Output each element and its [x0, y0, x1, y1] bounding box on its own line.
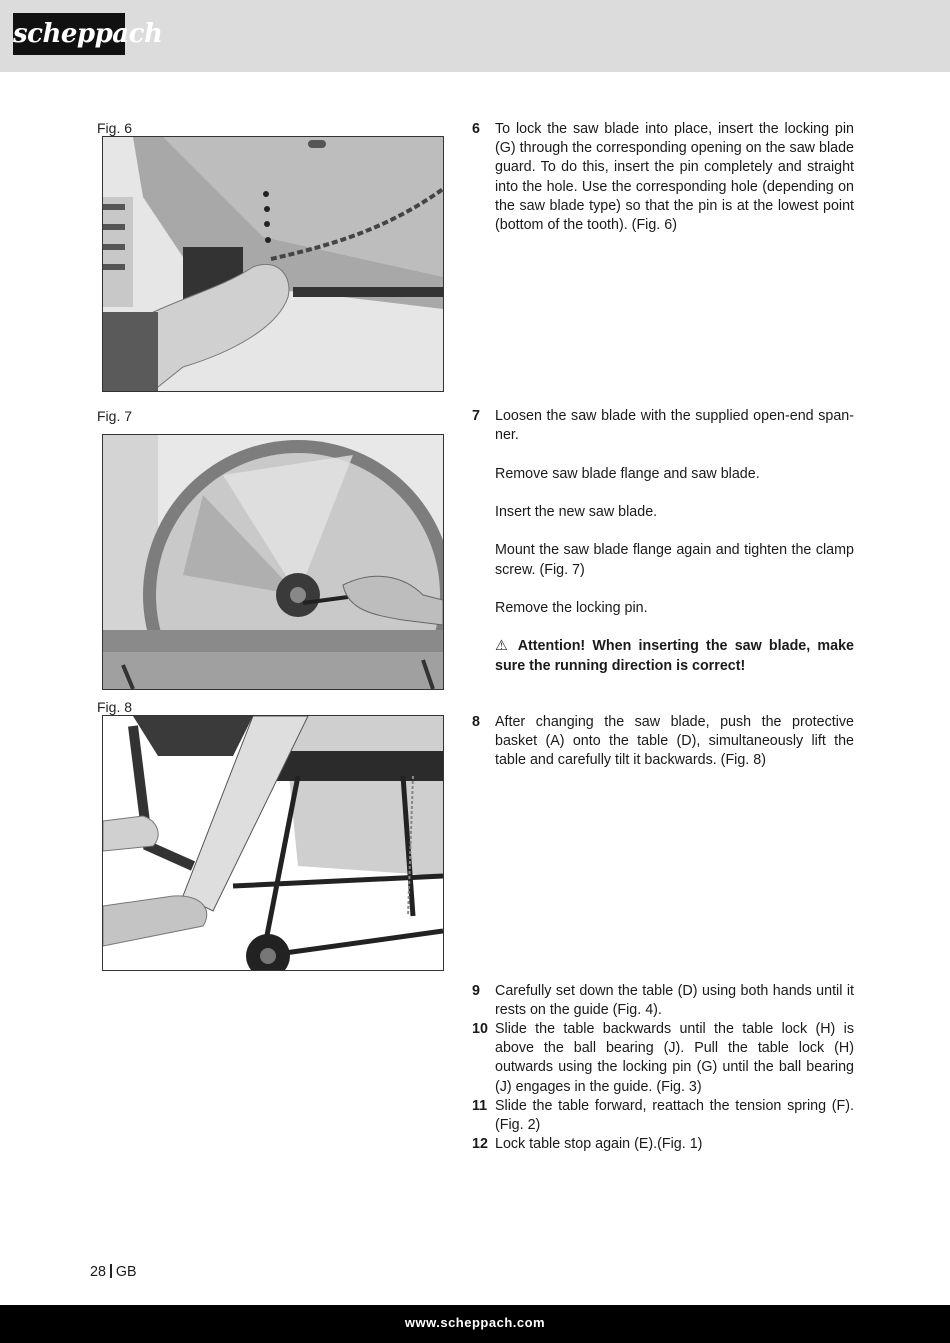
step-text-mount-flange: Mount the saw blade flange again and tighten the clamp screw. (Fig. 7) [495, 542, 854, 578]
step-text: After changing the saw blade, push the protective basket (A) onto the table (D), simultaneously lift the table and carefully tilt it backwards. (Fig. 8) [495, 714, 854, 769]
step-number: 8 [472, 714, 480, 730]
step-text: Lock table stop again (E).(Fig. 1) [495, 1136, 703, 1152]
step-text-insert-blade: Insert the new saw blade. [495, 503, 658, 520]
step-number: 9 [472, 983, 480, 999]
step-text-remove-flange: Remove saw blade flange and saw blade. [495, 465, 760, 482]
step-12 [472, 1135, 854, 1154]
step-text: To lock the saw blade into place, insert the locking pin (G) through the corresponding opening on the saw blade guard. To do this, insert the pin completely and straight into the hole. Use the corresponding hole (depending on the saw blade type) so that the pin is at the lowest point (bottom of the tooth). (Fig. 6) [495, 121, 854, 234]
footer-bar [0, 1305, 950, 1343]
step-text-loosen: Loosen the saw blade with the supplied open-end span-ner. [495, 408, 854, 444]
step-text: Slide the table forward, reattach the tension spring (F). (Fig. 2) [495, 1098, 854, 1134]
step-11 [472, 1097, 854, 1135]
step-number: 11 [472, 1098, 488, 1114]
attention-warning: ⚠ Attention! When inserting the saw blade, make sure the running direction is correct! [495, 638, 854, 674]
step-number: 6 [472, 121, 480, 137]
step-9 [472, 982, 854, 1020]
step-8 [472, 713, 854, 771]
step-text-remove-pin: Remove the locking pin. [495, 599, 648, 616]
fig-7-photo [102, 434, 444, 690]
header-bar [0, 0, 950, 72]
fig-8-label: Fig. 8 [97, 699, 133, 715]
website-link[interactable]: www.scheppach.com [404, 1315, 546, 1330]
step-10 [472, 1020, 854, 1097]
fig-6-photo [102, 136, 444, 392]
step-number: 12 [472, 1136, 488, 1152]
fig-8-photo [102, 715, 444, 971]
page-number: 28 [90, 1264, 106, 1280]
step-text: Carefully set down the table (D) using both hands until it rests on the guide (Fig. 4). [495, 983, 854, 1019]
fig-7-label: Fig. 7 [97, 408, 133, 424]
language-code: GB [115, 1264, 137, 1280]
step-number: 7 [472, 408, 480, 424]
step-number: 10 [472, 1021, 488, 1037]
page-footer-number [90, 1264, 137, 1280]
separator [110, 1264, 112, 1278]
scheppach-logo: scheppach [13, 13, 125, 55]
step-7 [472, 407, 854, 676]
step-text: Slide the table backwards until the table lock (H) is above the ball bearing (J). Pull the table lock (H) outwards using the locking pin (G) until the ball bearing (J) engages in the guide. (Fig. 3) [495, 1021, 854, 1095]
fig-6-label: Fig. 6 [97, 120, 133, 136]
step-6 [472, 120, 854, 235]
